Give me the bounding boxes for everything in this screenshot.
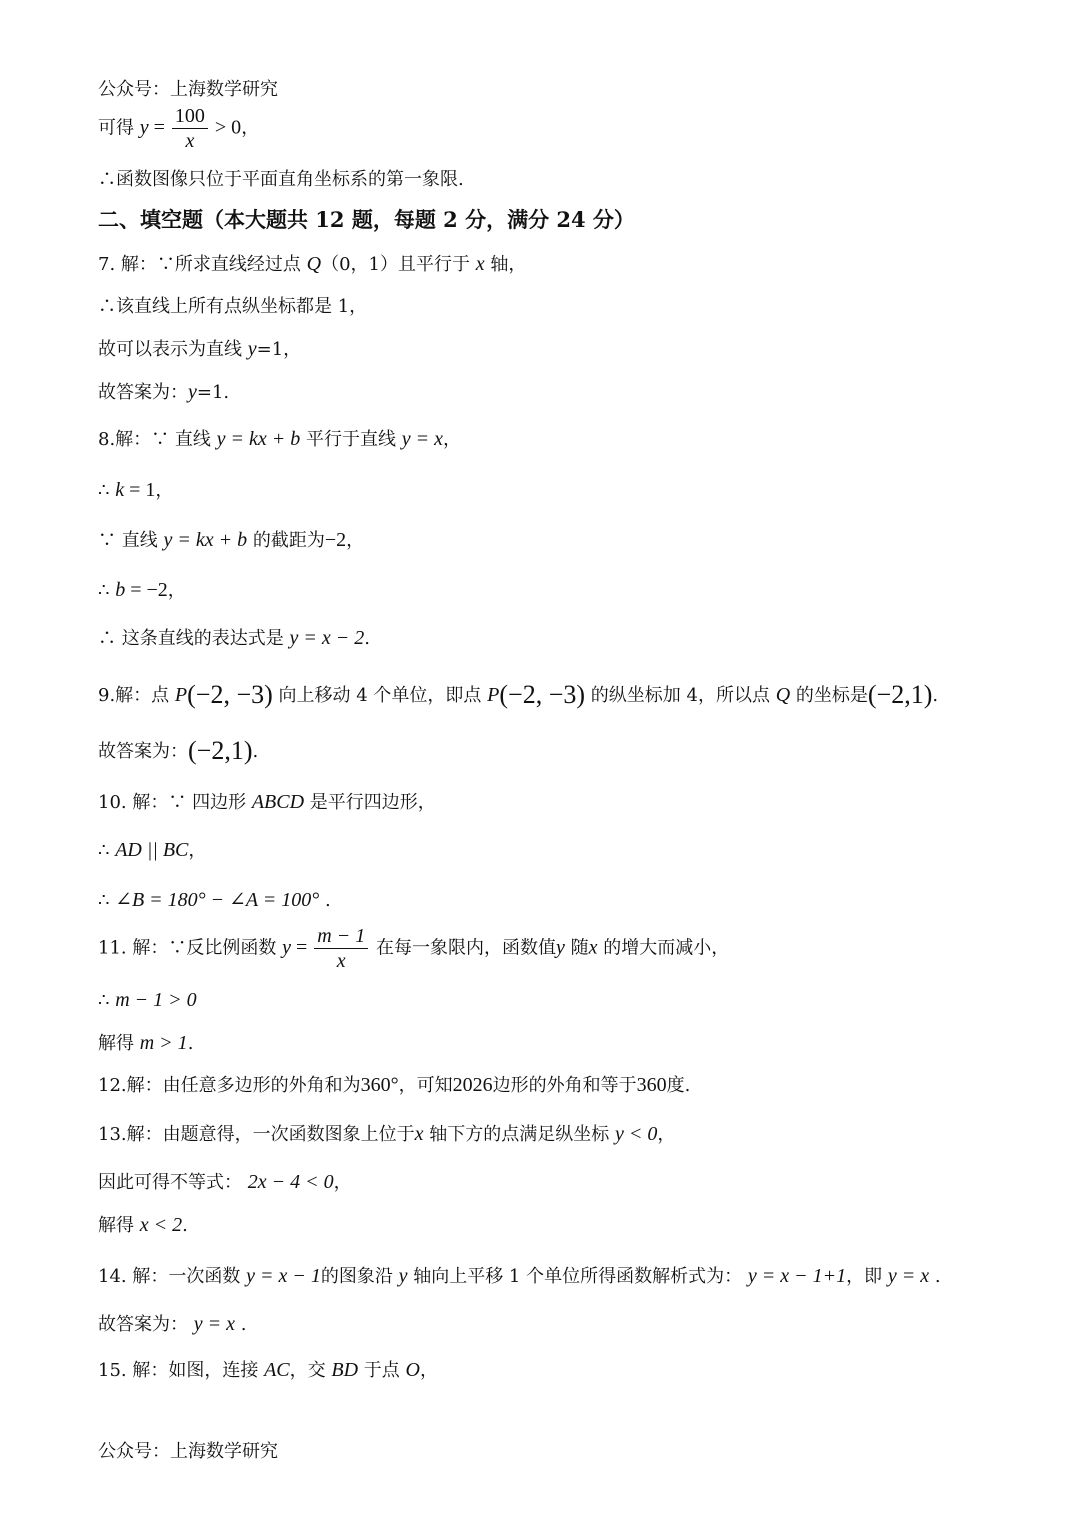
q8-line2 — [98, 478, 173, 503]
math-var: y — [555, 936, 565, 959]
text: 15. 解：如图，连接 — [98, 1360, 259, 1381]
text: 边形的外角和等于 — [492, 1075, 637, 1096]
text: 因此可得不等式： — [98, 1172, 242, 1193]
text: 8.解：∵ 直线 — [98, 429, 211, 450]
text: 13.解：由题意得，一次函数图象上位于 — [98, 1124, 415, 1145]
q13-line2 — [98, 1170, 352, 1195]
text: ， — [346, 530, 365, 551]
math-var: x — [414, 1123, 424, 1145]
math-expr: y = x — [887, 1265, 930, 1287]
q11-line3 — [98, 1031, 193, 1056]
text: ， — [657, 1124, 676, 1145]
text: =1， — [256, 339, 302, 360]
math-expr: (−2,1) — [188, 736, 253, 765]
text: . — [934, 1266, 941, 1287]
math-var: x — [588, 936, 598, 959]
q9-line2 — [98, 736, 259, 765]
math-expr: x < 2 — [139, 1214, 183, 1236]
math-var: y — [247, 338, 257, 360]
math-var: y — [282, 936, 291, 959]
math-expr: y = x − 1 — [246, 1265, 321, 1287]
q11-line2 — [98, 988, 197, 1013]
math-expr: ABCD — [251, 791, 305, 813]
q13-line1 — [98, 1122, 675, 1147]
therefore-symbol: ∴ — [98, 890, 110, 911]
text: 7. 解：∵所求直线经过点 — [98, 254, 301, 275]
line-2: ∴函数图像只位于平面直角坐标系的第一象限. — [98, 169, 464, 190]
math-expr: (−2, −3) — [187, 680, 273, 709]
math-expr: m − 1 > 0 — [115, 989, 197, 1011]
math-expr: y = kx + b — [163, 529, 248, 551]
q14-line1 — [98, 1264, 941, 1289]
math-var: P — [174, 684, 188, 706]
text: 平行于直线 — [306, 429, 396, 450]
math-var: O — [405, 1359, 420, 1381]
q14-line2 — [98, 1312, 246, 1337]
fraction-numerator: 100 — [172, 104, 208, 129]
q13-line3 — [98, 1213, 188, 1238]
text: （0，1）且平行于 — [321, 254, 470, 275]
text: 可得 — [98, 117, 134, 139]
text: 故答案为： — [98, 741, 188, 762]
q7-line3 — [98, 337, 301, 362]
text: 的纵坐标加 4，所以点 — [590, 685, 770, 706]
text: 的图象沿 — [320, 1266, 393, 1287]
therefore-symbol: ∴ — [98, 840, 110, 861]
text: 度. — [666, 1075, 691, 1096]
text: 11. 解：∵反比例函数 — [98, 937, 277, 959]
text: ∴ 这条直线的表达式是 — [98, 628, 284, 649]
text: 10. 解：∵ 四边形 — [98, 792, 247, 813]
math-expr: AD || BC — [115, 839, 189, 861]
math-op: = −2 — [125, 579, 168, 601]
fraction-denominator: x — [185, 130, 195, 152]
text: 故答案为： — [98, 382, 188, 403]
q8-line4 — [98, 578, 186, 603]
text: 故答案为： — [98, 1314, 188, 1335]
text: 向上移动 4 个单位，即点 — [278, 685, 482, 706]
math-value: −2 — [324, 529, 347, 551]
text: . — [325, 890, 331, 911]
fraction — [172, 104, 208, 153]
q7-line1 — [98, 252, 526, 277]
math-var: x — [475, 253, 485, 275]
text: ， — [188, 840, 207, 861]
text: 14. 解：一次函数 — [98, 1266, 241, 1287]
q10-line1 — [98, 790, 436, 815]
math-var: y — [139, 116, 149, 139]
q11-line1 — [98, 924, 729, 973]
math-var: Q — [306, 253, 322, 275]
math-expr: y = kx + b — [216, 428, 301, 450]
math-var: b — [115, 579, 126, 601]
text: 于点 — [363, 1360, 400, 1381]
math-value: 360 — [636, 1074, 667, 1096]
math-op: = — [148, 116, 170, 139]
text: . — [187, 1033, 194, 1054]
text: . — [252, 741, 259, 762]
math-value: 360° — [360, 1074, 399, 1096]
text: 解得 — [98, 1215, 134, 1236]
line-1 — [98, 104, 259, 153]
math-expr: y < 0 — [614, 1123, 658, 1145]
text: . — [364, 628, 370, 649]
math-expr: (−2, −3) — [499, 680, 586, 709]
text: . — [932, 685, 939, 706]
q7-line2: ∴该直线上所有点纵坐标都是 1， — [98, 296, 368, 317]
math-expr: y = x − 2 — [289, 627, 365, 649]
text: ， — [333, 1172, 352, 1193]
math-var: P — [487, 684, 500, 706]
q9-line1 — [98, 680, 939, 709]
math-op: = — [290, 936, 313, 959]
text: ，即 — [846, 1266, 883, 1287]
q15-line1 — [98, 1358, 438, 1383]
text: ， — [442, 429, 461, 450]
math-expr: m > 1 — [139, 1032, 188, 1054]
q10-line3 — [98, 888, 331, 913]
text: 的截距为 — [252, 530, 325, 551]
text: ，交 — [289, 1360, 326, 1381]
footer-source: 公众号：上海数学研究 — [98, 1441, 278, 1462]
math-expr: (−2,1) — [867, 680, 933, 709]
therefore-symbol: ∴ — [98, 480, 110, 501]
fraction — [314, 924, 368, 973]
math-var: y — [398, 1265, 408, 1287]
fraction-numerator: m − 1 — [314, 924, 368, 949]
math-expr: BD — [331, 1359, 359, 1381]
text: ，可知 — [398, 1075, 453, 1096]
text: 解得 — [98, 1033, 134, 1054]
text: 故可以表示为直线 — [98, 339, 242, 360]
text: 的增大而减小， — [603, 937, 730, 959]
text: 轴下方的点满足纵坐标 — [429, 1124, 610, 1145]
text: 12.解：由任意多边形的外角和为 — [98, 1075, 361, 1096]
math-var: k — [115, 479, 125, 501]
math-var: y — [188, 381, 197, 403]
math-expr: y = x − 1+1 — [747, 1265, 847, 1287]
math-expr: ∠B = 180° − ∠A = 100° — [115, 889, 320, 911]
text: =1. — [196, 382, 230, 403]
text: 随 — [570, 937, 589, 959]
math-expr: y = x — [193, 1313, 235, 1335]
q10-line2 — [98, 838, 206, 863]
text: . — [182, 1215, 188, 1236]
text: 是平行四边形， — [309, 792, 436, 813]
text: ， — [419, 1360, 438, 1381]
math-expr: AC — [264, 1359, 290, 1381]
q8-line3 — [98, 528, 364, 553]
text: 的坐标是 — [795, 685, 868, 706]
text: 9.解：点 — [98, 685, 170, 706]
text: 轴， — [490, 254, 527, 275]
math-expr: 2x − 4 < 0 — [247, 1171, 334, 1193]
therefore-symbol: ∴ — [98, 990, 110, 1011]
q12-line — [98, 1073, 690, 1098]
text: ， — [155, 480, 174, 501]
text: 在每一象限内，函数值 — [375, 937, 556, 959]
header-source: 公众号：上海数学研究 — [98, 79, 278, 100]
section-heading: 二、填空题（本大题共 12 题，每题 2 分，满分 24 分） — [98, 207, 635, 232]
math-op: = 1 — [124, 479, 156, 501]
math-var: Q — [775, 684, 791, 706]
q8-line1 — [98, 427, 461, 452]
therefore-symbol: ∴ — [98, 580, 110, 601]
text: ∵ 直线 — [98, 530, 158, 551]
q8-line5 — [98, 626, 370, 651]
math-op: > 0 — [209, 116, 242, 139]
text: . — [240, 1314, 247, 1335]
text: 轴向上平移 1 个单位所得函数解析式为： — [413, 1266, 743, 1287]
math-expr: y = x — [401, 428, 443, 450]
math-value: 2026 — [452, 1074, 493, 1096]
text: ， — [241, 117, 260, 139]
q7-line4 — [98, 380, 229, 405]
text: ， — [167, 580, 186, 601]
fraction-denominator: x — [336, 950, 346, 972]
